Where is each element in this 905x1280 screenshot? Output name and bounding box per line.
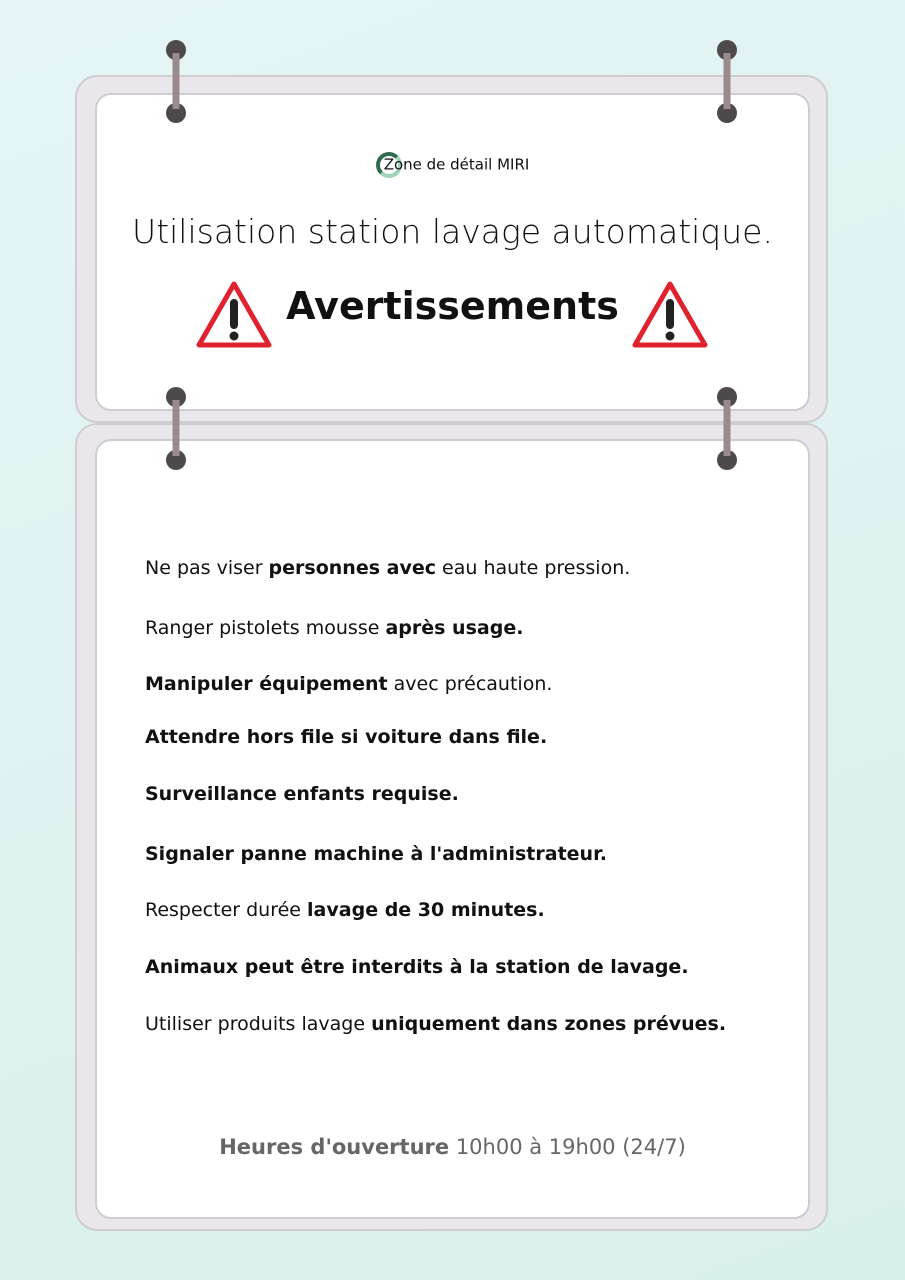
rule-text: eau haute pression. xyxy=(435,557,631,579)
rule-text: Manipuler équipement xyxy=(145,673,388,695)
opening-hours xyxy=(0,1135,905,1159)
rule-item xyxy=(145,617,523,639)
rule-text: Respecter durée xyxy=(145,899,308,921)
page-title: Utilisation station lavage automatique. xyxy=(132,212,773,251)
rule-text: après usage. xyxy=(385,617,524,639)
ring-icon xyxy=(165,39,187,125)
rule-text: Animaux peut être interdits à la station de lavage. xyxy=(145,956,689,978)
rule-text: Attendre hors file si voiture dans file. xyxy=(145,726,548,748)
rule-text: avec précaution. xyxy=(387,673,553,695)
bottom-sign-board xyxy=(75,423,828,1231)
warning-heading: Avertissements xyxy=(286,284,619,328)
rule-item xyxy=(145,1013,726,1035)
ring-icon xyxy=(716,386,738,472)
rule-item xyxy=(145,899,545,921)
rule-text: Signaler panne machine à l'administrateur. xyxy=(145,843,607,865)
opening-hours-value: 10h00 à 19h00 (24/7) xyxy=(449,1135,686,1159)
ring-icon xyxy=(716,39,738,125)
rule-text: lavage de 30 minutes. xyxy=(307,899,545,921)
rule-item xyxy=(145,726,547,748)
rule-item xyxy=(145,783,459,805)
rule-text: Ne pas viser xyxy=(145,557,269,579)
rule-text: Utiliser produits lavage xyxy=(145,1013,372,1035)
rule-text: Surveillance enfants requise. xyxy=(145,783,459,805)
logo xyxy=(0,152,905,178)
logo-text: Zone de détail MIRI xyxy=(383,155,530,174)
rule-item xyxy=(145,673,552,695)
rule-item xyxy=(145,557,630,579)
ring-icon xyxy=(165,386,187,472)
rule-text: personnes avec xyxy=(268,557,436,579)
opening-hours-label: Heures d'ouverture xyxy=(219,1135,450,1159)
top-sign-panel xyxy=(95,93,810,411)
rule-text: Ranger pistolets mousse xyxy=(145,617,386,639)
warning-icon xyxy=(630,279,710,351)
rule-item xyxy=(145,956,689,978)
bottom-sign-panel xyxy=(95,439,810,1219)
rule-item xyxy=(145,843,607,865)
rule-text: uniquement dans zones prévues. xyxy=(371,1013,727,1035)
